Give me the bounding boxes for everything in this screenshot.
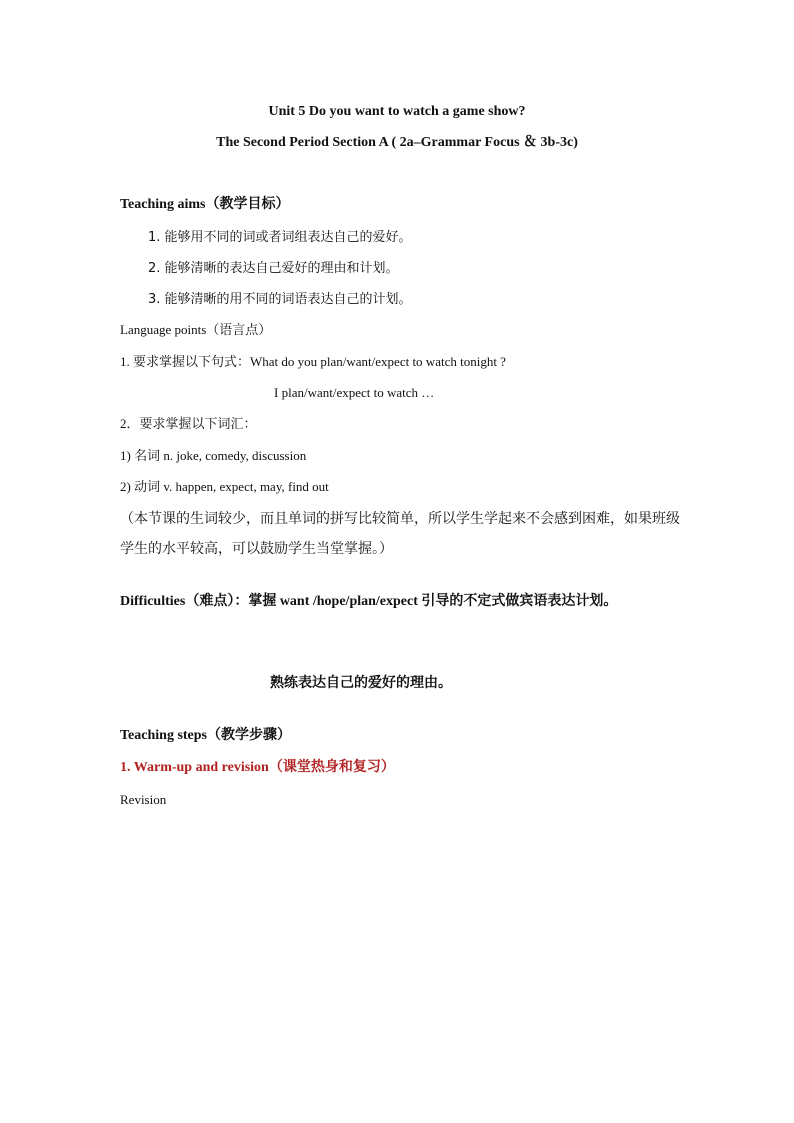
step-1-heading: 1. Warm-up and revision（课堂热身和复习） — [120, 760, 395, 775]
unit-title: Unit 5 Do you want to watch a game show? — [268, 104, 526, 119]
vocab-nouns: 1) 名词 n. joke, comedy, discussion — [120, 448, 307, 463]
teaching-steps-heading: Teaching steps（教学步骤） — [120, 728, 292, 743]
period-title: The Second Period Section A ( 2a–Grammar Focus ＆ 3b-3c) — [216, 135, 578, 150]
language-point-1-cont: I plan/want/expect to watch … — [274, 385, 435, 400]
difficulties-second: 熟练表达自己的爱好的理由。 — [270, 676, 452, 691]
aim-item-3: 3. 能够清晰的用不同的词语表达自己的计划。 — [148, 292, 412, 307]
aim-item-1: 1. 能够用不同的词或者词组表达自己的爱好。 — [148, 230, 412, 245]
teaching-aims-heading: Teaching aims（教学目标） — [120, 197, 290, 212]
language-points-heading: Language points（语言点） — [120, 322, 272, 337]
aim-item-2: 2. 能够清晰的表达自己爱好的理由和计划。 — [148, 261, 399, 276]
language-point-1: 1. 要求掌握以下句式：What do you plan/want/expect to watch tonight ? — [120, 354, 506, 369]
vocab-note: （本节课的生词较少，而且单词的拼写比较简单，所以学生学起来不会感到困难，如果班级学生的水平较高，可以鼓励学生当堂掌握。） — [120, 512, 680, 557]
language-point-2: 2．要求掌握以下词汇： — [120, 416, 257, 431]
vocab-verbs: 2) 动词 v. happen, expect, may, find out — [120, 479, 329, 494]
revision-label: Revision — [120, 792, 167, 807]
difficulties-text: Difficulties（难点）：掌握 want /hope/plan/expect 引导的不定式做宾语表达计划。 — [120, 594, 618, 609]
